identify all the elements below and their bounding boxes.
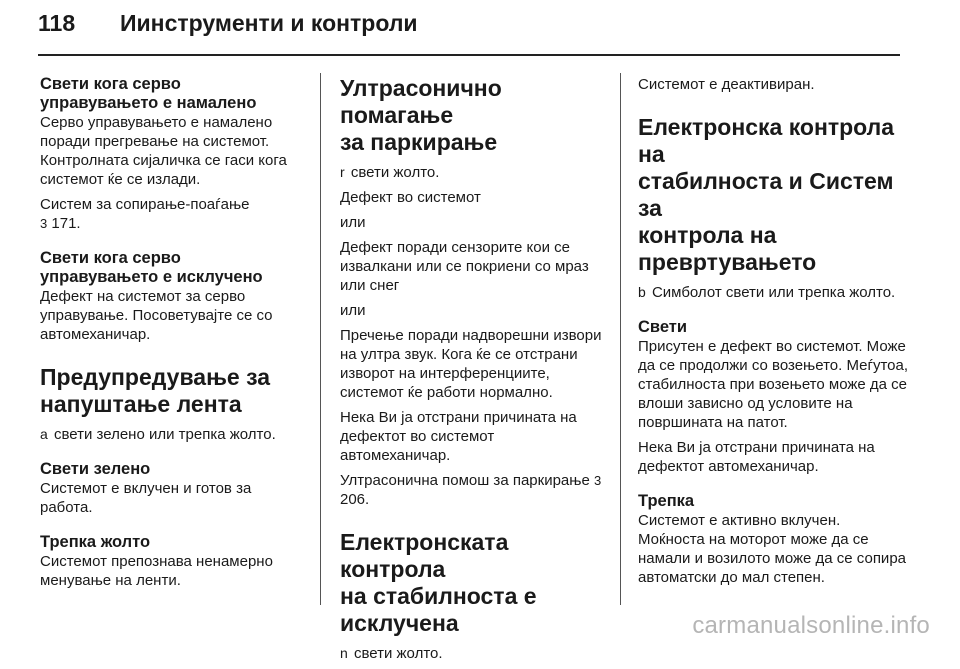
- paragraph-mechanic: Нека Ви ја отстрани причината на дефектот во системот автомеханичар.: [340, 409, 577, 464]
- lane-departure-icon: a: [40, 426, 48, 442]
- paragraph-defect: Дефект во системот: [340, 189, 481, 206]
- heading-esc: [638, 114, 910, 276]
- cross-reference[interactable]: [40, 195, 302, 233]
- heading-line: на стабилноста е: [340, 583, 537, 609]
- column-1: [40, 75, 302, 596]
- paragraph-deactivated: Системот е деактивиран.: [638, 76, 815, 93]
- paragraph-flash: Системот е активно вклучен. Моќноста на моторот може да се намали и возилото може да се сопира автоматски до мал степен.: [638, 512, 907, 586]
- page-reference-number: 171.: [47, 215, 81, 232]
- heading-parking-assist: [340, 75, 605, 156]
- heading-line: Свети кога серво: [40, 249, 181, 267]
- page-reference-number: 206.: [340, 491, 370, 508]
- heading-line: Свети кога серво: [40, 75, 181, 93]
- esc-icon: b: [638, 284, 646, 300]
- paragraph-sensors: Дефект поради сензорите кои се извалкани или се покриени со мраз или снег: [340, 239, 589, 294]
- parking-assist-icon: r: [340, 164, 345, 180]
- heading-line: напуштање лента: [40, 391, 242, 417]
- column-2: [340, 75, 605, 669]
- paragraph-flash-yellow: Системот препознава ненамерно менување на ленти.: [40, 553, 273, 589]
- paragraph-servo-off: Дефект на системот за серво управување. Посоветувајте се со автомеханичар.: [40, 288, 273, 343]
- heading-flash: Трепка: [638, 492, 695, 510]
- heading-flash-yellow: Трепка жолто: [40, 533, 151, 551]
- heading-line: Ултрасонично помагање: [340, 75, 502, 128]
- column-rule-2: [620, 73, 621, 605]
- paragraph-or: или: [340, 214, 366, 231]
- heading-line: Електронската контрола: [340, 529, 509, 582]
- heading-lit-green: Свети зелено: [40, 460, 151, 478]
- paragraph-lit: Присутен е дефект во системот. Може да се продолжи со возењето. Меѓутоа, стабилноста при возењето може да се влоши зависно од условите на површината на патот.: [638, 338, 908, 431]
- cross-reference[interactable]: [340, 471, 605, 509]
- paragraph-esc-symbol: [638, 283, 910, 302]
- heading-line: исклучена: [340, 610, 459, 636]
- header-rule: [38, 54, 900, 56]
- heading-esc-off: [340, 529, 605, 637]
- parking-symbol-text: свети жолто.: [346, 164, 440, 181]
- paragraph-lane-symbol: [40, 425, 302, 444]
- heading-line: управувањето е намалено: [40, 94, 257, 112]
- paragraph-esc-off-symbol: [340, 644, 605, 663]
- cross-reference-text: Систем за сопирање-поаѓање: [40, 196, 250, 213]
- heading-line: Електронска контрола на: [638, 114, 895, 167]
- esc-off-icon: n: [340, 645, 348, 661]
- paragraph-parking-symbol: [340, 163, 605, 182]
- page-reference-icon: 3: [40, 216, 48, 231]
- esc-symbol-text: Симболот свети или трепка жолто.: [647, 284, 896, 301]
- heading-lane-departure: [40, 364, 302, 418]
- paragraph-interference: Пречење поради надворешни извори на ултра звук. Кога ќе се отстрани изворот на интерференциите, системот ќе работи нормално.: [340, 327, 602, 401]
- column-3: [638, 75, 910, 593]
- heading-servo-off: [40, 249, 302, 287]
- paragraph-lit-green: Системот е вклучен и готов за работа.: [40, 480, 252, 516]
- esc-off-symbol-text: свети жолто.: [349, 645, 443, 662]
- heading-line: стабилноста и Систем за: [638, 168, 894, 221]
- paragraph-servo-reduced: Серво управувањето е намалено поради прегревање на системот. Контролната сијаличка се гаси кога системот ќе се излади.: [40, 114, 287, 188]
- paragraph-or: или: [340, 302, 366, 319]
- watermark: carmanualsonline.info: [692, 612, 930, 639]
- paragraph-lit-mechanic: Нека Ви ја отстрани причината на дефектот автомеханичар.: [638, 439, 875, 475]
- page-reference-icon: 3: [593, 473, 602, 488]
- heading-line: контрола на: [638, 222, 777, 248]
- heading-servo-reduced: [40, 75, 302, 113]
- heading-line: за паркирање: [340, 129, 498, 155]
- heading-line: превртувањето: [638, 249, 817, 275]
- heading-line: Предупредување за: [40, 364, 271, 390]
- running-head: Иинструменти и контроли: [120, 10, 418, 36]
- column-rule-1: [320, 73, 321, 605]
- lane-symbol-text: свети зелено или трепка жолто.: [49, 426, 276, 443]
- heading-lit: Свети: [638, 318, 688, 336]
- cross-reference-text: Ултрасонична помош за паркирање: [340, 472, 590, 489]
- page-number: 118: [38, 10, 76, 36]
- heading-line: управувањето е исклучено: [40, 268, 263, 286]
